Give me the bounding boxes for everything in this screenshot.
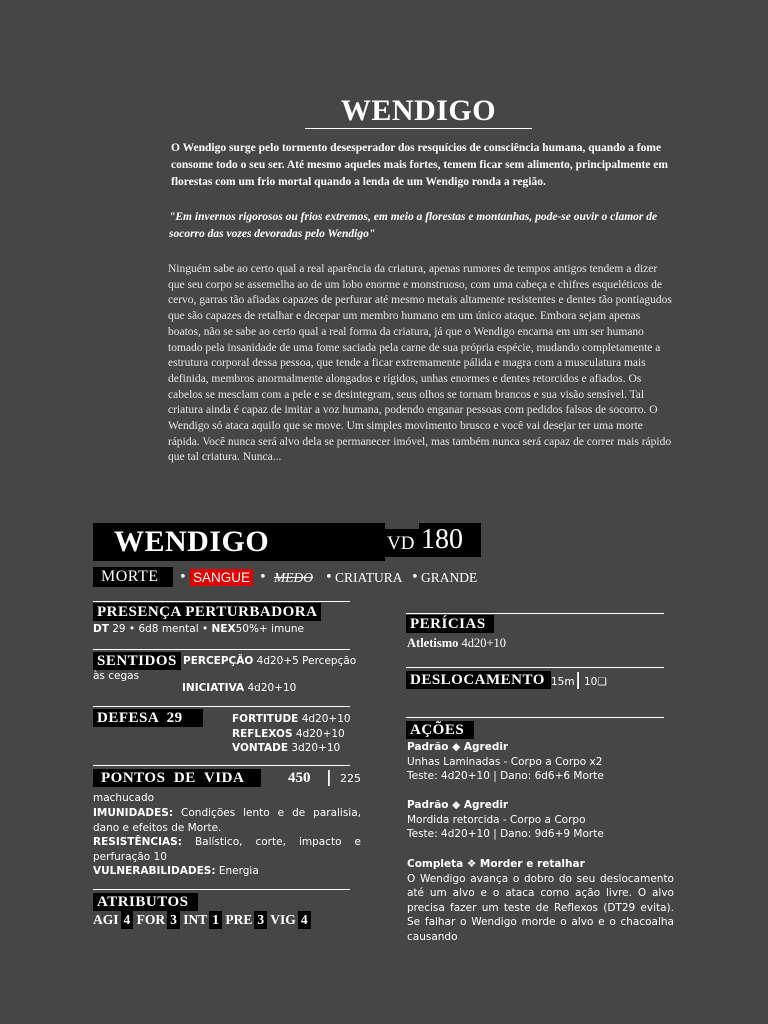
initiative-text: 4d20+10: [247, 682, 297, 694]
tag-criatura: CRIATURA: [335, 570, 403, 585]
rule-defense: [93, 706, 350, 707]
attributes-row: [93, 911, 311, 929]
hp-injured-label: machucado: [93, 792, 155, 804]
fort-text: 4d20+10: [301, 713, 351, 725]
action-2-line2: Teste: 4d20+10 | Dano: 9d6+9 Morte: [407, 828, 604, 841]
statblock-name: WENDIGO: [114, 525, 270, 558]
vd-value: 180: [421, 524, 463, 555]
tag-sep-4: •: [411, 570, 419, 585]
for-label: FOR: [136, 912, 166, 927]
tag-grande: GRANDE: [421, 570, 478, 585]
hp-sep: |: [326, 767, 332, 786]
action-1-line2: Teste: 4d20+10 | Dano: 6d6+6 Morte: [407, 770, 604, 783]
action-1: [407, 740, 665, 784]
movement-sep: |: [575, 670, 582, 690]
hp-injured-value: 225: [340, 772, 361, 785]
action-3: [407, 857, 674, 943]
vig-label: VIG: [270, 912, 296, 927]
skill-value: 4d20+10: [461, 636, 507, 650]
intro-paragraph: O Wendigo surge pelo tormento desesperador dos resquícios de consciência humana, quando a fome consome todo o seu ser. Até mesmo aqueles mais fortes, temem ficar sem alimento, principalmente em florestas com um frio mortal quando a lenda de um Wendigo ronda a região.: [171, 142, 668, 188]
resistances-text: Balístico, corte, impacto e perfuração 10: [93, 836, 361, 863]
immunities-label: IMUNIDADES:: [93, 807, 174, 819]
defense-heading: [93, 709, 203, 727]
quote-paragraph: "Em invernos rigorosos ou frios extremos, em meio a florestas e montanhas, pode-se ouvir o clamor de socorro das vozes devoradas pelo Wendigo": [169, 211, 658, 240]
actions-heading: AÇÕES: [406, 721, 474, 739]
movement-squares: 10❑: [584, 676, 607, 688]
refl-text: 4d20+10: [295, 727, 345, 740]
perception-text: 4d20+5 Percepção às cegas: [93, 655, 357, 682]
resistances-line: [93, 835, 361, 864]
resistances-label: RESISTÊNCIAS:: [93, 836, 182, 848]
hp-label: PONTOS DE VIDA: [101, 770, 245, 786]
tag-sep-3: •: [325, 570, 333, 585]
dt-text: 29 • 6d8 mental •: [112, 623, 209, 635]
tag-sep-1: •: [179, 570, 187, 585]
pre-value: 3: [254, 911, 267, 929]
tag-sep-2: •: [259, 570, 267, 585]
defense-value: 29: [166, 710, 183, 726]
immunities-line: [93, 806, 361, 835]
for-value: 3: [167, 911, 180, 929]
immunities-text: Condições lento e de paralisia, dano e efeitos de Morte.: [93, 807, 361, 834]
lore-paragraph: Ninguém sabe ao certo qual a real aparência da criatura, apenas rumores de tempos antigos tendem a dizer que seu corpo se assemelha ao de um lobo enorme e monstruoso, com uma cabeça e chifres esqueléticos de cervo, garras tão afiadas capazes de perfurar até mesmo metais altamente resistentes e dentes tão pontiagudos que são capazes de retalhar e decepar um membro humano em um único ataque. Embora sejam apenas boatos, não se sabe ao certo qual a real forma da criatura, já que o Wendigo encarna em um ser humano tomado pela insanidade de uma fome saciada pela carne de sua própria espécie, mudando completamente a estrutura corporal dessa pessoa, que tende a ficar extremamente pálida e magra com a musculatura mais definida, membros anormalmente alongados e rígidos, unhas enormes e dentes retorcidos e afiados. Os cabelos se mesclam com a pele e se desintegram, seus olhos se tornam brancos e sua visão sensível. Tal criatura ainda é capaz de imitar a voz humana, podendo enganar pessoas com pedidos falsos de socorro. O Wendigo só ataca aquilo que se move. Um simples movimento brusco e você vai desejar ter uma morte rápida. Você nunca será alvo dela se permanecer imóvel, mas também nunca será capaz de correr mais rápido que tal criatura. Nunca...: [168, 263, 672, 464]
nex-label: NEX: [211, 623, 236, 635]
action-3-text: O Wendigo avança o dobro do seu deslocamento até um alvo e o ataca como ação livre. O alvo precisa fazer um teste de Reflexos (DT29 evita). Se falhar o Wendigo morde o alvo e o chacoalha causando: [407, 872, 674, 943]
skills-heading: PERÍCIAS: [406, 615, 494, 633]
senses-heading: SENTIDOS: [93, 652, 181, 670]
perception-label: PERCEPÇÃO: [183, 655, 254, 667]
rule-movement: [406, 667, 664, 668]
will-text: 3d20+10: [291, 742, 341, 755]
vig-value: 4: [298, 911, 311, 929]
nex-text: 50%+ imune: [235, 623, 304, 635]
action-3-type: Completa ❖ Morder e retalhar: [407, 858, 585, 870]
presence-line: [93, 622, 353, 637]
initiative-line: [182, 681, 296, 696]
agi-value: 4: [121, 911, 134, 929]
rule-skills: [406, 613, 664, 614]
tag-sangue: SANGUE: [190, 569, 253, 586]
int-value: 1: [209, 911, 222, 929]
dt-label: DT: [93, 623, 109, 635]
presence-heading: PRESENÇA PERTURBADORA: [93, 603, 321, 621]
rule-attributes: [93, 889, 350, 890]
action-1-line1: Unhas Laminadas - Corpo a Corpo x2: [407, 755, 603, 768]
page-title: WENDIGO: [305, 94, 532, 129]
action-2-type: Padrão ◆ Agredir: [407, 799, 509, 811]
tag-morte: MORTE: [101, 568, 159, 585]
rule-hp: [93, 765, 350, 766]
movement-heading: DESLOCAMENTO: [406, 671, 551, 689]
fort-label: FORTITUDE: [232, 713, 299, 725]
vulnerabilities-label: VULNERABILIDADES:: [93, 865, 216, 877]
attributes-heading: ATRIBUTOS: [93, 893, 198, 911]
defense-label: DEFESA: [97, 710, 159, 726]
will-label: VONTADE: [232, 742, 289, 755]
initiative-label: INICIATIVA: [182, 682, 245, 694]
rule-actions: [406, 717, 664, 718]
rule-senses: [93, 649, 350, 650]
action-1-type: Padrão ◆ Agredir: [407, 741, 509, 753]
vd-label: VD: [387, 533, 415, 554]
rule-presence: [93, 601, 350, 602]
int-label: INT: [183, 912, 208, 927]
movement-value: 15m: [551, 676, 575, 688]
agi-label: AGI: [93, 912, 119, 927]
vulnerabilities-line: [93, 864, 361, 879]
action-2: [407, 798, 665, 842]
skills-line: [407, 635, 506, 652]
tag-medo: MEDO: [274, 570, 313, 585]
action-2-line1: Mordida retorcida - Corpo a Corpo: [407, 813, 586, 826]
vulnerabilities-text: Energia: [218, 865, 259, 877]
skill-name: Atletismo: [407, 636, 459, 650]
senses-text: [93, 654, 363, 683]
pre-label: PRE: [225, 912, 253, 927]
saves-block: [232, 712, 372, 756]
hp-value: 450: [288, 770, 311, 786]
refl-label: REFLEXOS: [232, 727, 293, 740]
